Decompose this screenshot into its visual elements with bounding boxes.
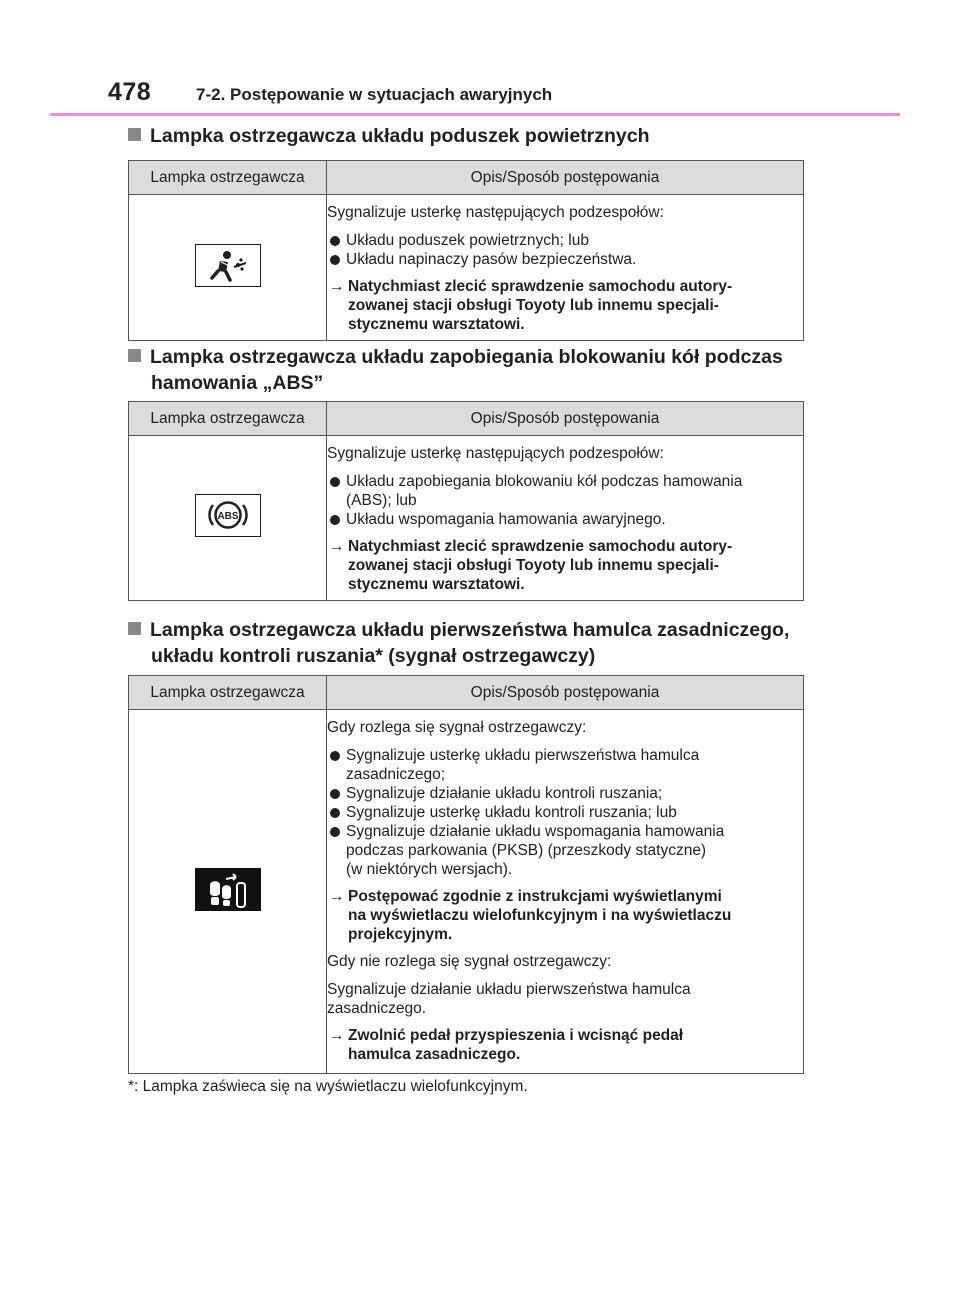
list-item: Układu zapobiegania blokowaniu kół podczas hamowania (ABS); lub: [327, 472, 799, 510]
desc-lead: Sygnalizuje usterkę następujących podzespołów:: [327, 445, 664, 462]
section-title: 7-2. Postępowanie w sytuacjach awaryjnych: [196, 85, 553, 104]
arrow-icon: →: [329, 538, 345, 555]
action-text: → Postępować zgodnie z instrukcjami wyświetlanymi na wyświetlaczu wielofunkcyjnym i na wyświetlaczu projekcyjnym.: [329, 888, 732, 943]
abs-warning-icon: [195, 494, 261, 537]
list-item: Sygnalizuje usterkę układu pierwszeństwa hamulca zasadniczego;: [327, 746, 799, 784]
col-header-desc: Opis/Sposób postępowania: [327, 402, 804, 436]
square-bullet-icon: [128, 622, 141, 635]
action-text: → Zwolnić pedał przyspieszenia i wcisnąć pedał hamulca zasadniczego.: [329, 1027, 684, 1063]
brake-override-warning-icon: [195, 868, 261, 911]
col-header-desc: Opis/Sposób postępowania: [327, 161, 804, 195]
desc-cell: [327, 195, 804, 341]
col-header-lamp: Lampka ostrzegawcza: [129, 161, 327, 195]
footnote: *: Lampka zaświeca się na wyświetlaczu wielofunkcyjnym.: [128, 1078, 528, 1095]
list-item: Sygnalizuje usterkę układu kontroli ruszania; lub: [327, 803, 799, 822]
square-bullet-icon: [128, 128, 141, 141]
square-bullet-icon: [128, 349, 141, 362]
desc-lead: Sygnalizuje usterkę następujących podzespołów:: [327, 204, 664, 221]
desc-cell: [327, 436, 804, 601]
list-item: Układu wspomagania hamowania awaryjnego.: [327, 510, 799, 529]
desc-lead: Gdy nie rozlega się sygnał ostrzegawczy:: [327, 953, 612, 970]
icon-cell: [129, 436, 327, 601]
heading-airbag: Lampka ostrzegawcza układu poduszek powietrznych: [128, 123, 650, 149]
action-text: → Natychmiast zlecić sprawdzenie samochodu autory- zowanej stacji obsługi Toyoty lub innemu specjali- stycznemu warsztatowi.: [329, 538, 733, 593]
list-item: Sygnalizuje działanie układu wspomagania hamowania podczas parkowania (PKSB) (przeszkody statyczne) (w niektórych wersjach).: [327, 822, 799, 879]
list-item: Sygnalizuje działanie układu kontroli ruszania;: [327, 784, 799, 803]
icon-cell: [129, 195, 327, 341]
table-airbag: [128, 160, 804, 341]
page-header: [108, 78, 900, 114]
col-header-desc: Opis/Sposób postępowania: [327, 676, 804, 710]
col-header-lamp: Lampka ostrzegawcza: [129, 676, 327, 710]
page-number: 478: [108, 78, 152, 106]
action-text: → Natychmiast zlecić sprawdzenie samochodu autory- zowanej stacji obsługi Toyoty lub innemu specjali- stycznemu warsztatowi.: [329, 278, 733, 333]
arrow-icon: →: [329, 278, 345, 295]
desc-lead: Gdy rozlega się sygnał ostrzegawczy:: [327, 719, 587, 736]
arrow-icon: →: [329, 888, 345, 905]
header-rule: [50, 113, 900, 116]
desc-cell: [327, 710, 804, 1074]
airbag-warning-icon: [195, 244, 261, 287]
abs-icon-label: ABS: [216, 511, 239, 522]
list-item: Układu poduszek powietrznych; lub: [327, 231, 799, 250]
heading-abs: Lampka ostrzegawcza układu zapobiegania blokowaniu kół podczas hamowania „ABS”: [128, 344, 783, 396]
icon-cell: [129, 710, 327, 1074]
heading-brake-override: Lampka ostrzegawcza układu pierwszeństwa hamulca zasadniczego, układu kontroli ruszania* (sygnał ostrzegawczy): [128, 617, 789, 669]
table-abs: [128, 401, 804, 601]
arrow-icon: →: [329, 1027, 345, 1044]
table-brake-override: [128, 675, 804, 1074]
col-header-lamp: Lampka ostrzegawcza: [129, 402, 327, 436]
list-item: Układu napinaczy pasów bezpieczeństwa.: [327, 250, 799, 269]
desc-paragraph: Sygnalizuje działanie układu pierwszeństwa hamulca zasadniczego.: [327, 981, 691, 1017]
